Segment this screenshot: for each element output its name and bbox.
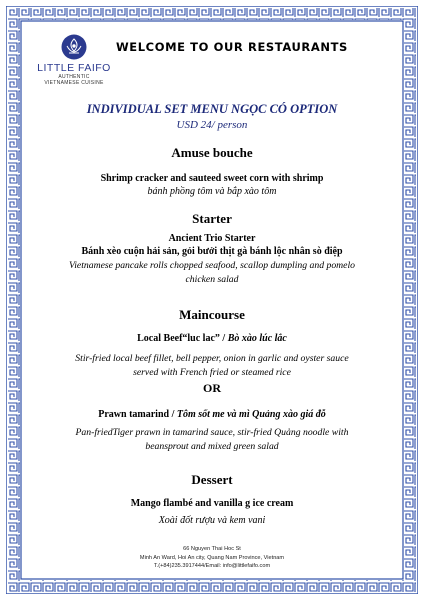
menu-price: USD 24/ person xyxy=(176,119,248,131)
brand-logo xyxy=(36,34,112,86)
menu-title: INDIVIDUAL SET MENU NGỌC CÓ OPTION xyxy=(86,102,338,116)
section-maincourse: Maincourse xyxy=(179,307,245,322)
dessert-viet: Xoài đốt rượu và kem vani xyxy=(158,515,266,526)
lotus-circle-icon xyxy=(61,34,87,60)
maincourse-option-1-dish xyxy=(36,333,388,344)
prawn-dish-name: Prawn tamarind / xyxy=(98,409,177,420)
section-starter: Starter xyxy=(192,211,232,226)
footer-address xyxy=(36,545,388,571)
menu-content xyxy=(36,96,388,526)
amuse-bouche-dish: Shrimp cracker and sauteed sweet corn with shrimp xyxy=(100,173,324,184)
beef-desc-line-2: served with French fried or steamed rice xyxy=(133,367,291,378)
beef-dish-name: Local Beef“luc lac” / xyxy=(137,333,228,344)
footer-contact: T.(+84)235.3917444/Email: info@littlefaifo.com xyxy=(153,563,271,569)
beef-dish-viet: Bò xào lúc lắc xyxy=(227,333,287,344)
amuse-bouche-viet: bánh phồng tôm và bắp xào tôm xyxy=(147,186,277,197)
or-separator: OR xyxy=(203,381,221,395)
section-amuse-bouche: Amuse bouche xyxy=(171,145,253,160)
prawn-desc-line-2: beansprout and mixed green salad xyxy=(145,441,279,452)
prawn-dish-viet: Tôm sốt me và mì Quảng xào giá đỗ xyxy=(176,409,326,420)
prawn-desc-line-1: Pan-friedTiger prawn in tamarind sauce, stir-fried Quảng noodle with xyxy=(75,427,349,438)
starter-viet: Bánh xèo cuộn hải sản, gỏi bưởi thịt gà bánh lộc nhân sò điệp xyxy=(81,246,343,257)
brand-tagline: AUTHENTIC xyxy=(58,74,90,80)
welcome-heading: WELCOME TO OUR RESTAURANTS xyxy=(116,40,348,54)
starter-desc-line-1: Vietnamese pancake rolls chopped seafood, scallop dumpling and pomelo xyxy=(69,260,355,271)
starter-dish: Ancient Trio Starter xyxy=(168,233,256,244)
brand-name: LITTLE FAIFO xyxy=(37,62,111,74)
dessert-dish: Mango flambé and vanilla g ice cream xyxy=(130,498,294,509)
section-dessert: Dessert xyxy=(191,472,233,487)
maincourse-option-2-dish xyxy=(36,409,388,420)
header xyxy=(36,32,388,100)
starter-desc-line-2: chicken salad xyxy=(185,274,239,285)
beef-desc-line-1: Stir-fried local beef fillet, bell pepper, onion in garlic and oyster sauce xyxy=(75,353,349,364)
footer-street: 66 Nguyen Thai Hoc St xyxy=(183,546,241,552)
footer-city: Minh An Ward, Hoi An city, Quang Nam Province, Vietnam xyxy=(139,554,285,561)
brand-tagline-cuisine: VIETNAMESE CUISINE xyxy=(44,80,104,86)
